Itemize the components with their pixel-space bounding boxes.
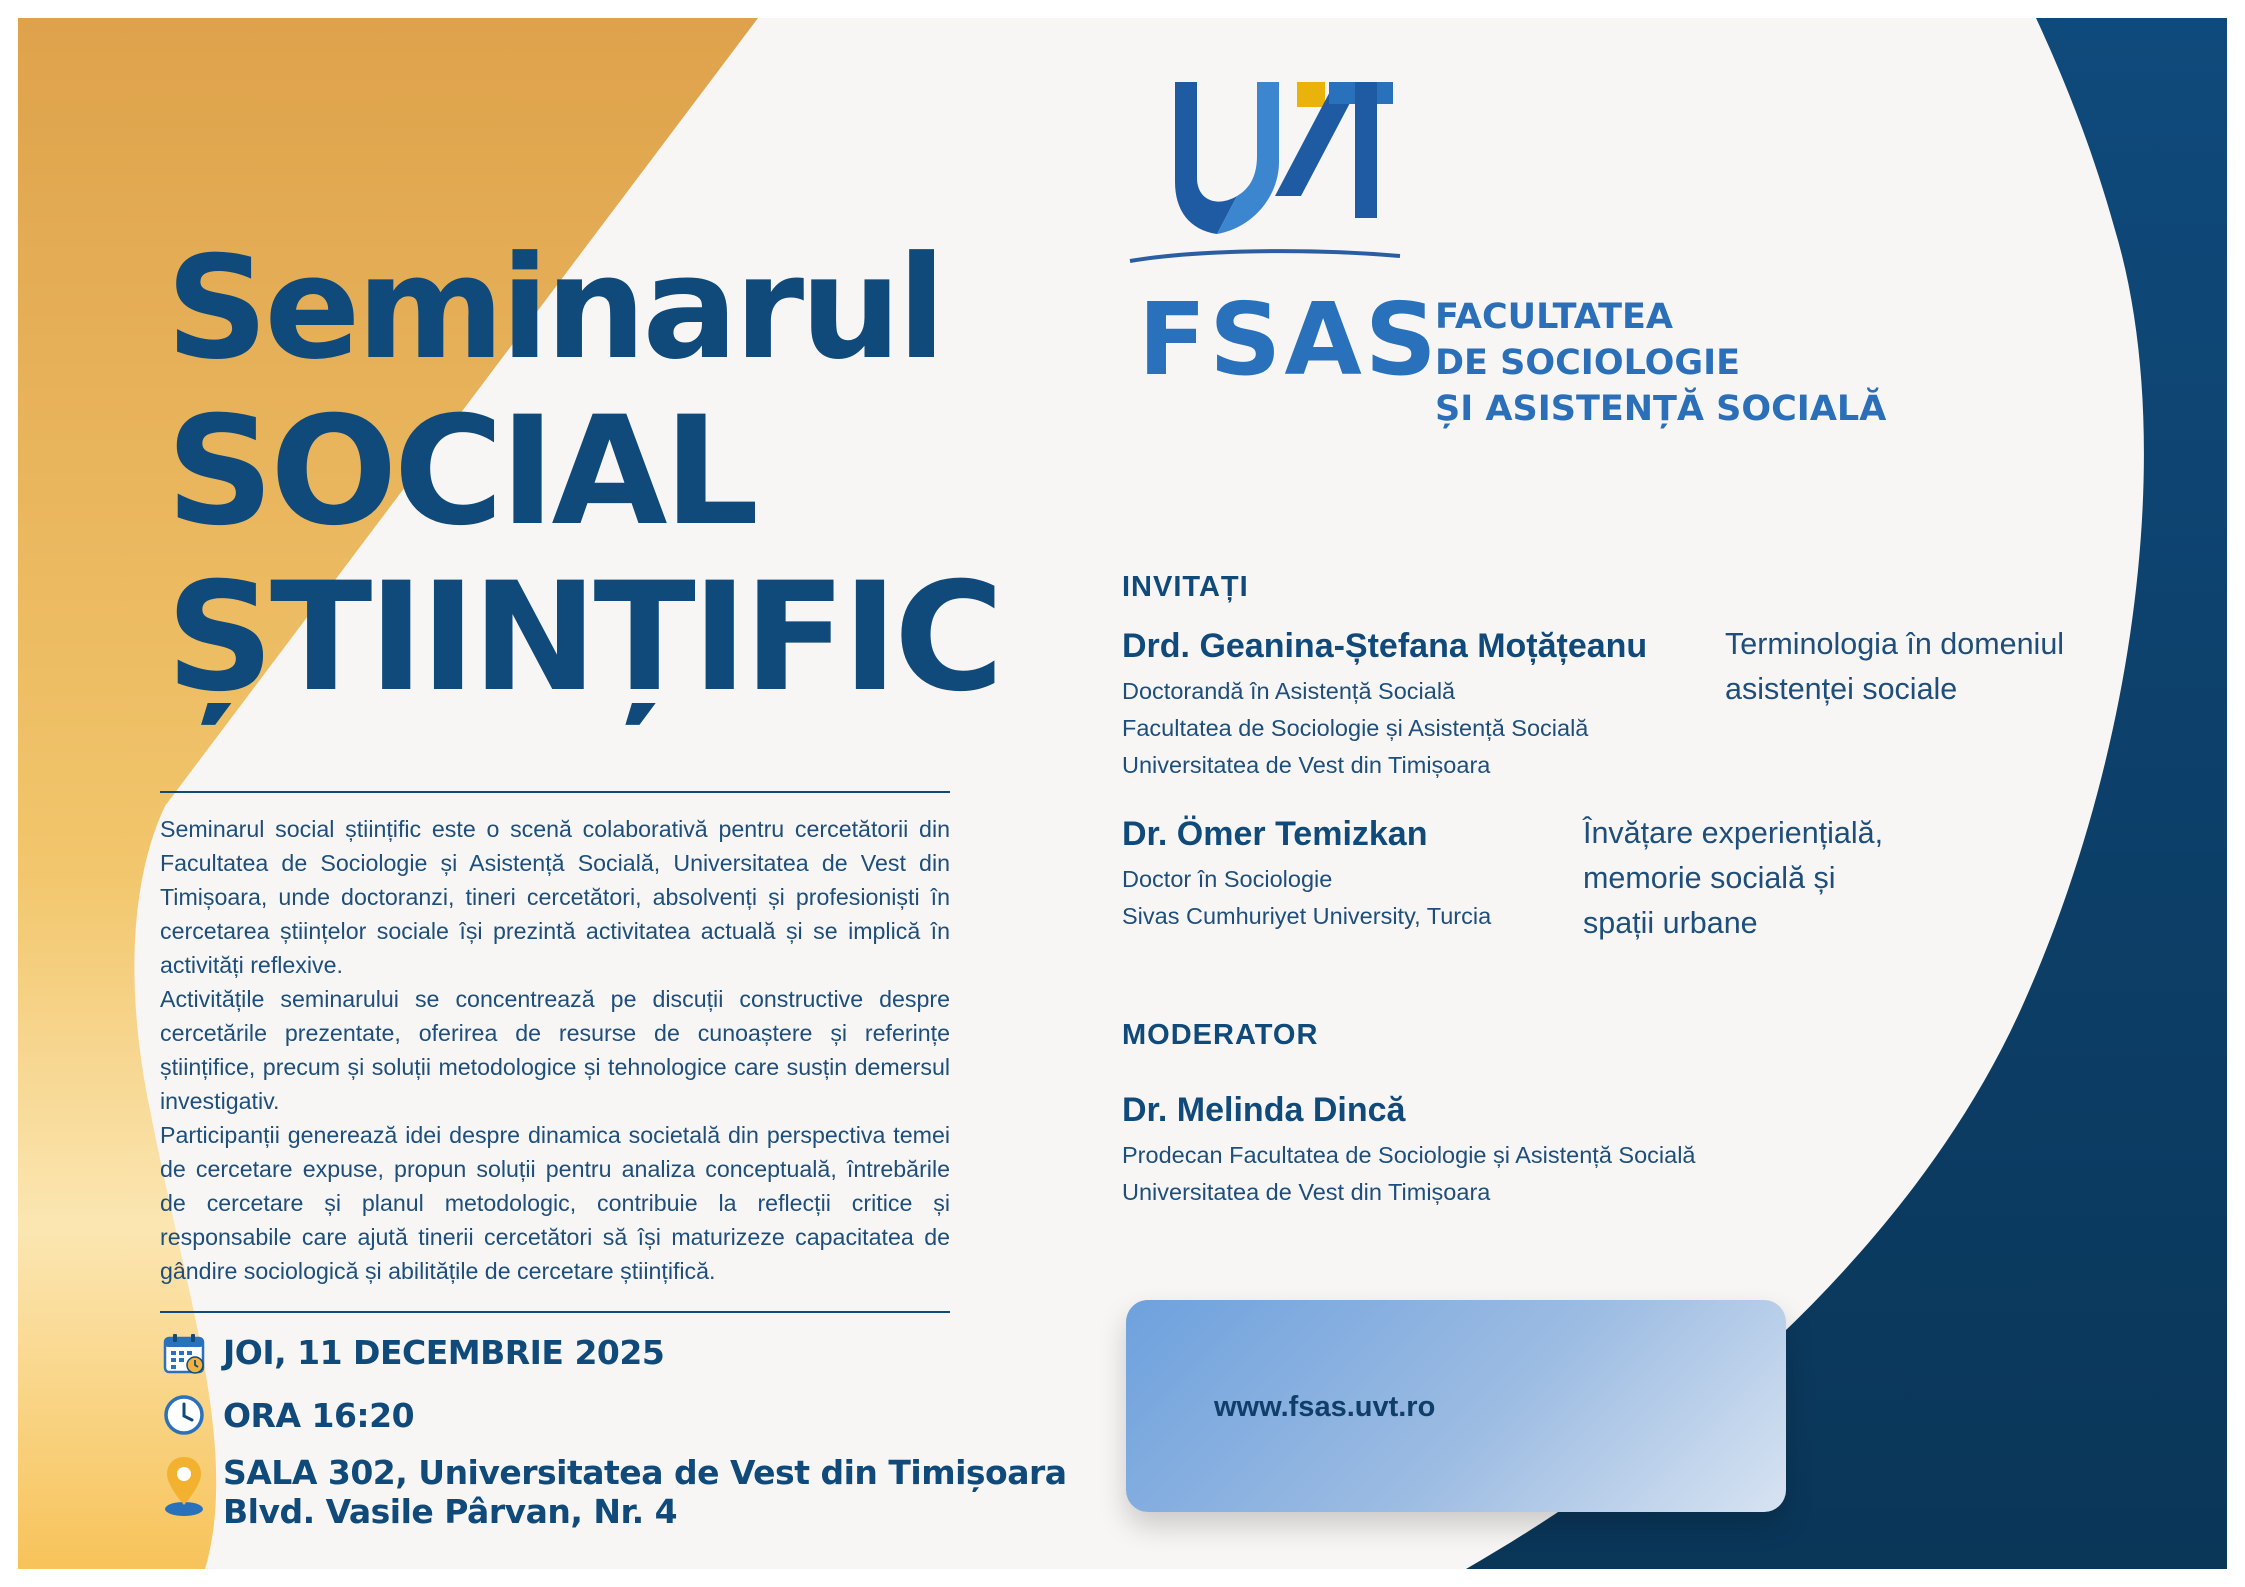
title-line-stiintific: ȘTIINȚIFIC [166,551,1000,725]
guest-affiliation [1122,861,1491,935]
event-location-line2: Blvd. Vasile Pârvan, Nr. 4 [223,1492,678,1531]
divider-top [160,791,950,793]
topic-line: memorie socială și [1583,861,1836,895]
moderator-name: Dr. Melinda Dincă [1122,1091,1406,1129]
website-link[interactable]: www.fsas.uvt.ro [1214,1391,1436,1423]
event-location-line1: SALA 302, Universitatea de Vest din Timișoara [223,1453,1067,1492]
topic-line: asistenței sociale [1725,672,1958,706]
guest-topic [1725,622,2064,712]
description [160,812,950,1288]
calendar-icon [162,1332,206,1376]
location-pin-icon [163,1455,205,1517]
topic-line: spații urbane [1583,906,1758,940]
clock-icon [163,1394,205,1436]
description-paragraph: Seminarul social științific este o scenă colaborativă pentru cercetătorii din Facultatea de Sociologie și Asistență Socială, Universitatea de Vest din Timișoara, unde doctoranzi, tineri cercetători, absolvenți și profesioniști în cercetarea științelor sociale își prezintă activitatea actuală și se implică în activități reflexive. [160,816,950,978]
affiliation-line: Universitatea de Vest din Timișoara [1122,752,1491,778]
affiliation-line: Prodecan Facultatea de Sociologie și Asistență Socială [1122,1142,1696,1168]
guest-name: Drd. Geanina-Ștefana Moțățeanu [1122,627,1648,665]
affiliation-line: Universitatea de Vest din Timișoara [1122,1179,1491,1205]
affiliation-line: Doctor în Sociologie [1122,866,1333,892]
title-line-social: SOCIAL [166,385,756,559]
guests-header: INVITAȚI [1122,571,1249,603]
event-date: JOI, 11 DECEMBRIE 2025 [223,1333,665,1372]
faculty-name-line3: ȘI ASISTENȚĂ SOCIALĂ [1435,389,1887,429]
affiliation-line: Doctorandă în Asistență Socială [1122,678,1456,704]
fsas-acronym: FSAS [1138,281,1440,398]
description-paragraph: Participanții generează idei despre dinamica societală din perspectiva temei de cercetare expuse, propun soluții pentru analiza conceptuală, întrebările de cercetare și planul metodologic, contribuie la reflecții critice și responsabile care ajută tinerii cercetători să își maturizeze capacitatea de gândire sociologică și abilitățile de cercetare științifică. [160,1122,950,1284]
affiliation-line: Facultatea de Sociologie și Asistență Socială [1122,715,1589,741]
guest-name: Dr. Ömer Temizkan [1122,815,1428,853]
title-line-seminarul: Seminarul [166,226,942,391]
affiliation-line: Sivas Cumhuriyet University, Turcia [1122,903,1492,929]
guest-topic [1583,811,1883,946]
event-time: ORA 16:20 [223,1396,415,1435]
faculty-name-line1: FACULTATEA [1435,297,1673,337]
moderator-header: MODERATOR [1122,1019,1319,1051]
topic-line: Terminologia în domeniul [1725,627,2065,661]
guest-affiliation [1122,673,1588,784]
uvt-logo [1125,78,1405,268]
topic-line: Învățare experiențială, [1583,816,1884,850]
faculty-name-line2: DE SOCIOLOGIE [1435,343,1741,383]
moderator-affiliation [1122,1137,1696,1211]
description-paragraph: Activitățile seminarului se concentrează pe discuții constructive despre cercetările prezentate, oferirea de resurse de cunoaștere și referințe științifice, precum și soluții metodologice și tehnologice care susțin demersul investigativ. [160,986,950,1114]
divider-bottom [160,1311,950,1313]
